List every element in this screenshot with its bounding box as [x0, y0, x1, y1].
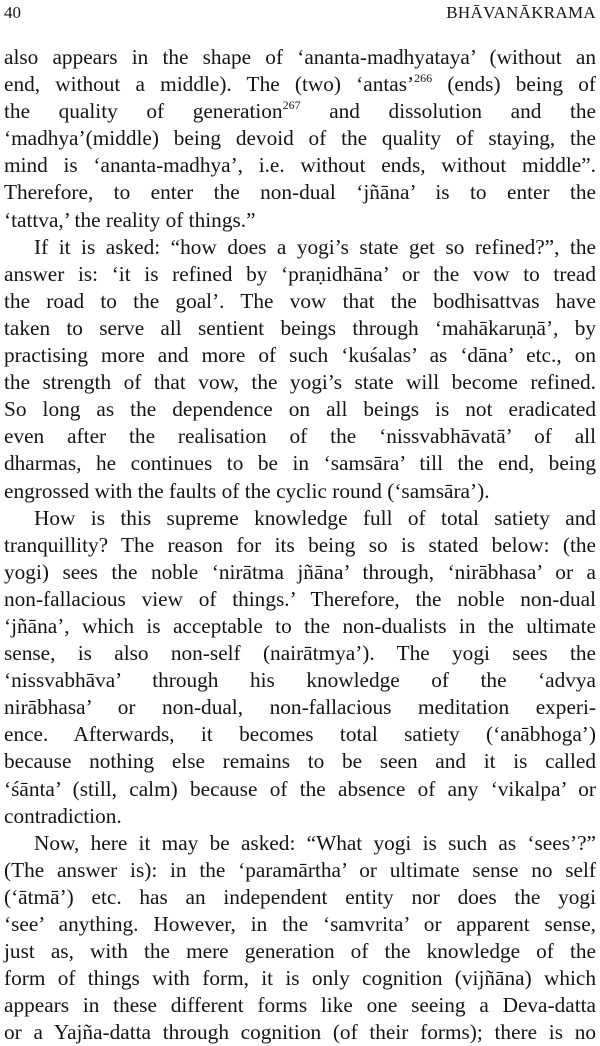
- text-line: So long as the dependence on all beings is not eradicated: [4, 397, 596, 422]
- running-title: BHĀVANĀKRAMA: [446, 3, 596, 22]
- text-line: ence. Afterwards, it becomes total satiety (‘anābhoga’): [4, 722, 596, 747]
- text-line: answer is: ‘it is refined by ‘praṇidhāna’ or the vow to tread: [4, 261, 596, 286]
- text-line: taken to serve all sentient beings through ‘mahākaruṇā’, by: [4, 315, 596, 340]
- text-line: [4, 71, 596, 98]
- text-line: engrossed with the faults of the cyclic round (‘samsāra’).: [4, 478, 490, 503]
- text-line: sense, is also non-self (nairātmya’). The yogi sees the: [4, 641, 596, 666]
- text-line: nirābhasa’ or non-dual, non-fallacious meditation experi-: [4, 695, 596, 720]
- text-line: non-fallacious view of things.’ Therefore, the noble non-dual: [4, 586, 596, 611]
- footnote-marker: 267: [282, 98, 301, 113]
- paragraph: [4, 505, 596, 830]
- text-line: yogi) sees the noble ‘nirātma jñāna’ through, ‘nirābhasa’ or a: [4, 559, 596, 584]
- text-line: ‘see’ anything. However, in the ‘samvrita’ or apparent sense,: [4, 912, 596, 936]
- page-body-text: [4, 44, 596, 1046]
- page-number: 40: [4, 3, 21, 22]
- text-line: also appears in the shape of ‘ananta-madhyataya’ (without an: [4, 45, 596, 69]
- text-line: even after the realisation of the ‘nissvabhāvatā’ of all: [4, 424, 596, 449]
- text-segment: the quality of generation: [4, 99, 283, 124]
- text-line: or a Yajña-datta through cognition (of their forms); there is no: [4, 1020, 596, 1045]
- text-segment: and dissolution and the: [300, 99, 596, 124]
- text-line: appears in these different forms like one seeing a Deva-datta: [4, 993, 596, 1018]
- text-line: Therefore, to enter the non-dual ‘jñāna’ is to enter the: [4, 180, 596, 205]
- text-line: just as, with the mere generation of the knowledge of the: [4, 939, 596, 964]
- text-line: practising more and more of such ‘kuśalas’ as ‘dāna’ etc., on: [4, 343, 596, 368]
- text-line: How is this supreme knowledge full of total satiety and: [34, 505, 596, 530]
- footnote-marker: 266: [414, 71, 433, 86]
- text-line: because nothing else remains to be seen and it is called: [4, 749, 596, 774]
- text-line: (‘ātmā’) etc. has an independent entity nor does the yogi: [4, 884, 596, 909]
- text-line: ‘nissvabhāva’ through his knowledge of the ‘advya: [4, 668, 596, 693]
- text-line: ‘tattva,’ the reality of things.”: [4, 207, 256, 232]
- paragraph: [4, 44, 596, 234]
- text-line: (The answer is): in the ‘paramārtha’ or ultimate sense no self: [4, 857, 596, 882]
- text-line: Now, here it may be asked: “What yogi is such as ‘sees’?”: [34, 830, 596, 855]
- text-line: ‘madhya’(middle) being devoid of the quality of staying, the: [4, 126, 596, 151]
- text-segment: (ends) being of: [432, 72, 596, 97]
- paragraph: [4, 234, 596, 505]
- text-line: tranquillity? The reason for its being so is stated below: (the: [4, 532, 596, 557]
- text-line: form of things with form, it is only cognition (vijñāna) which: [4, 966, 596, 991]
- text-line: [4, 98, 596, 125]
- paragraph: [4, 830, 596, 1046]
- text-line: dharmas, he continues to be in ‘samsāra’ till the end, being: [4, 451, 596, 476]
- text-line: mind is ‘ananta-madhya’, i.e. without ends, without middle”.: [4, 153, 596, 178]
- page-header: [4, 3, 596, 27]
- text-line: the road to the goal’. The vow that the bodhisattvas have: [4, 288, 596, 313]
- text-line: the strength of that vow, the yogi’s state will become refined.: [4, 370, 596, 395]
- text-segment: end, without a middle). The (two) ‘antas’: [4, 72, 415, 97]
- text-line: ‘śānta’ (still, calm) because of the absence of any ‘vikalpa’ or: [4, 776, 596, 801]
- text-line: ‘jñāna’, which is acceptable to the non-dualists in the ultimate: [4, 613, 596, 638]
- text-line: contradiction.: [4, 803, 122, 828]
- text-line: If it is asked: “how does a yogi’s state get so refined?”, the: [34, 234, 596, 259]
